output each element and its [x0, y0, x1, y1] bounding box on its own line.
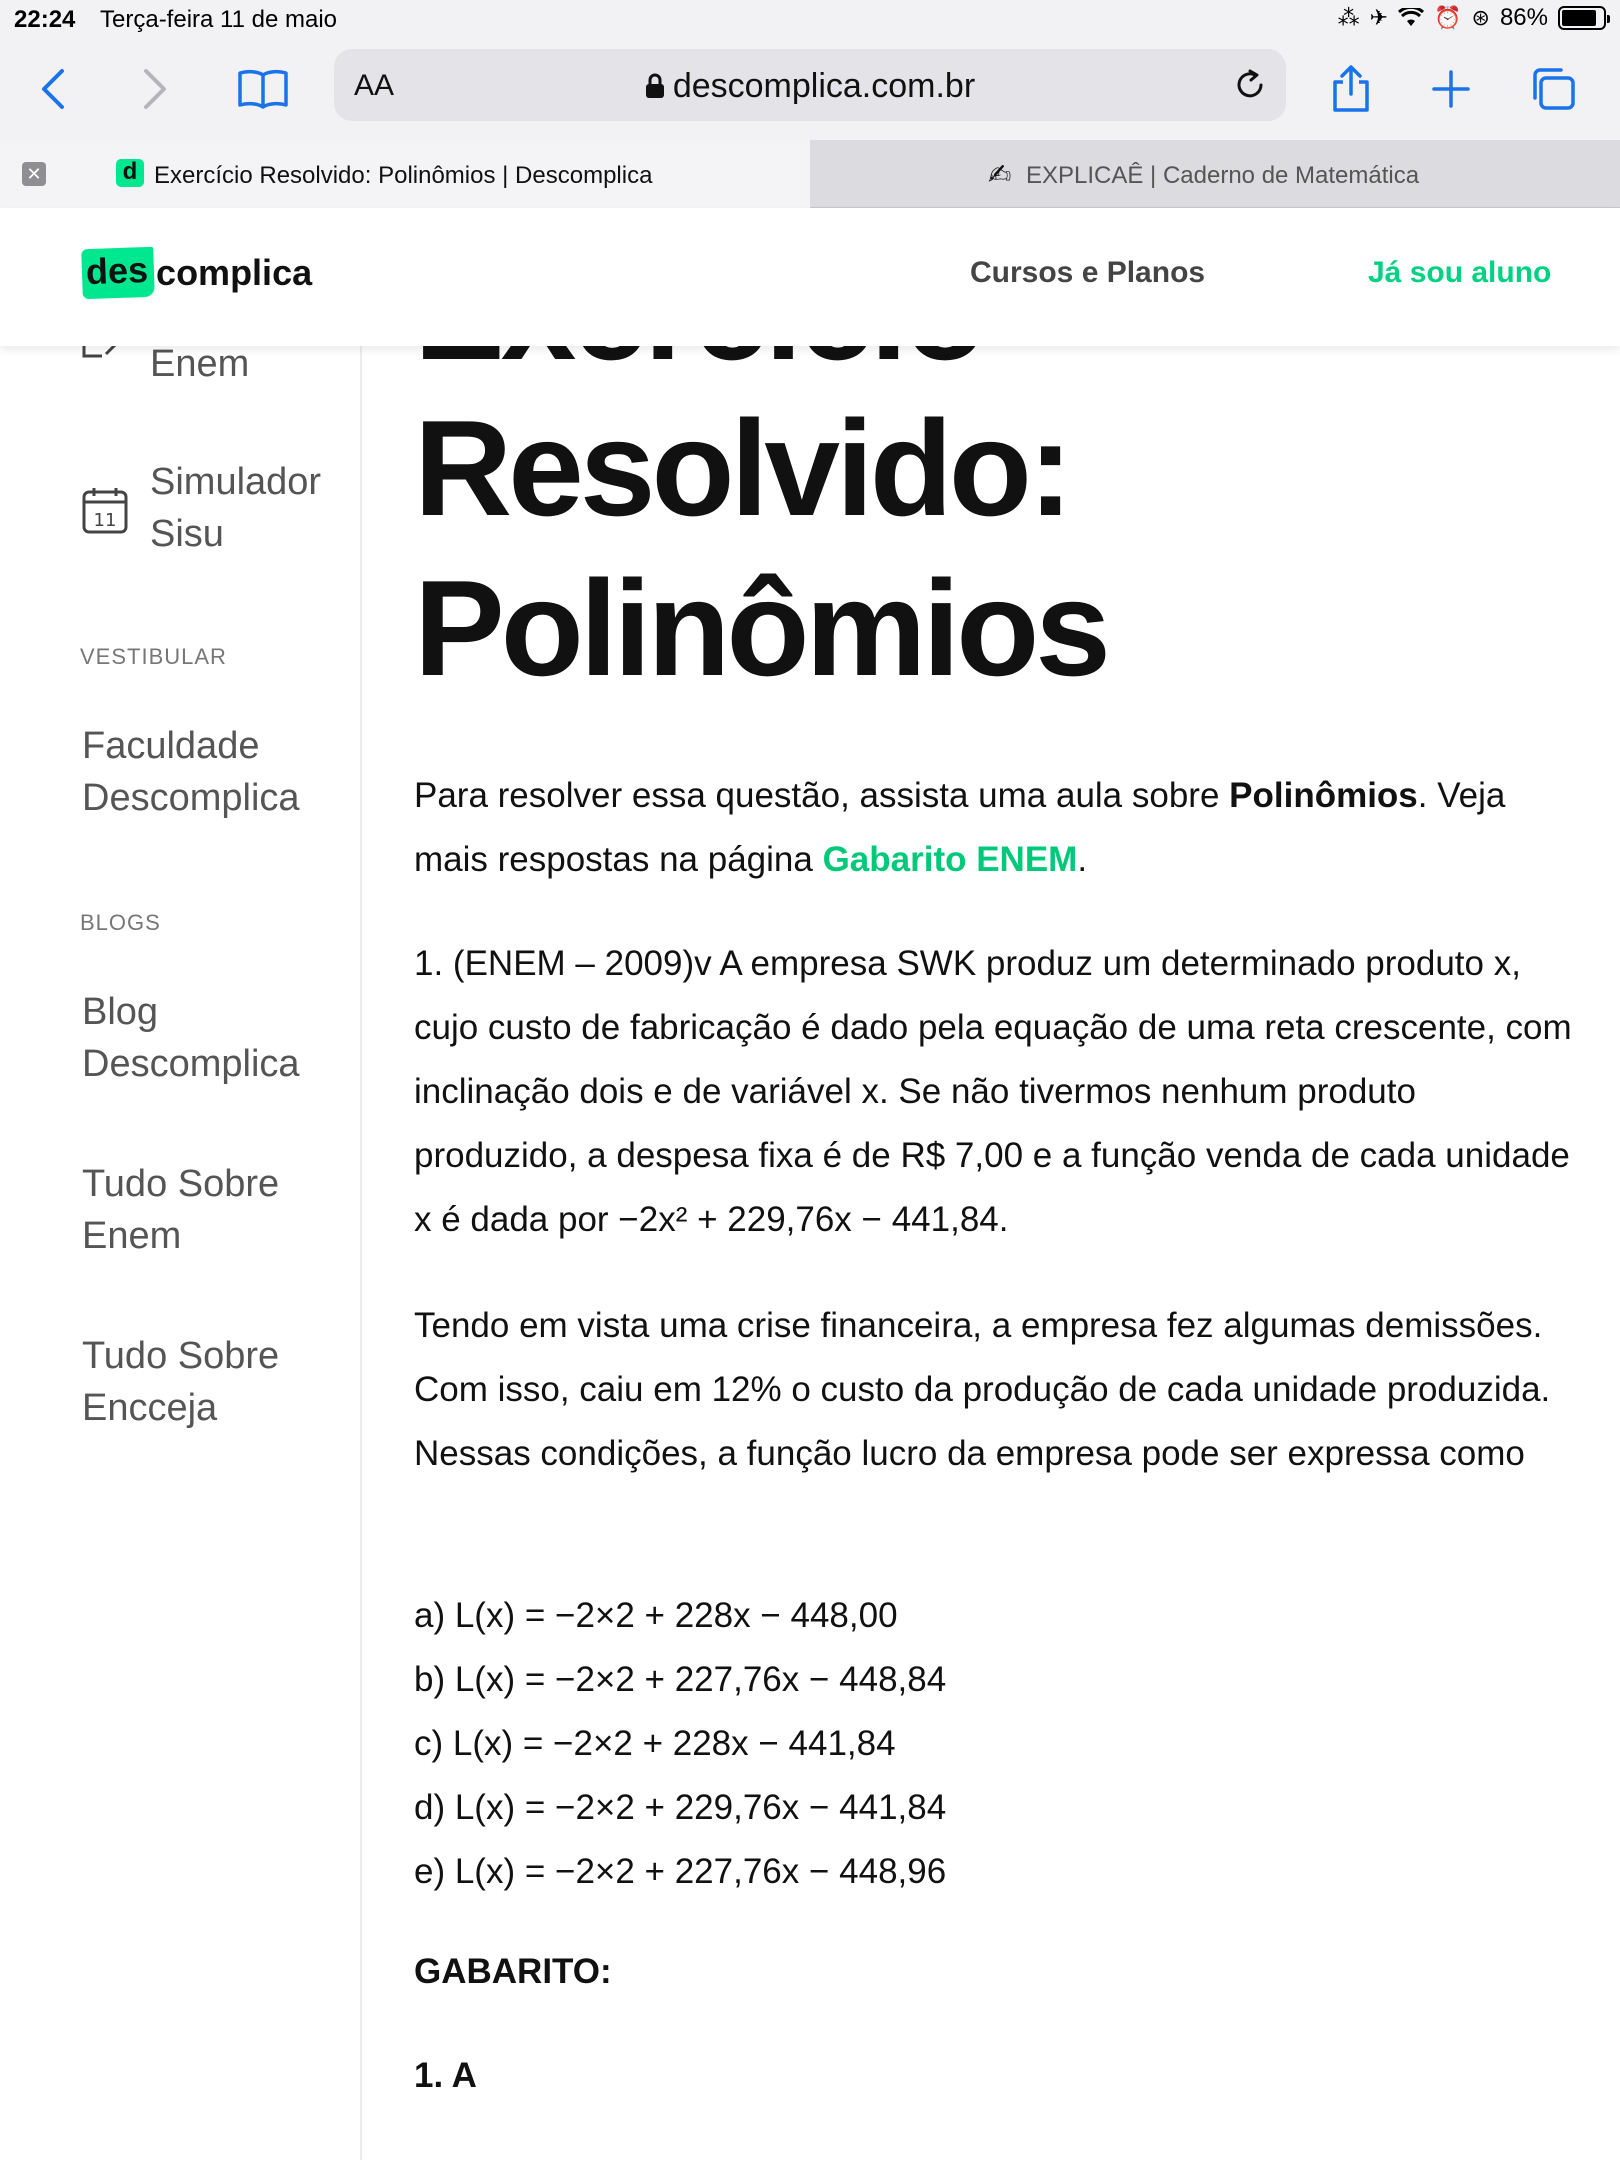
sidebar-item-blog-descomplica[interactable]: [82, 986, 300, 1090]
sidebar-item-label: Blog: [82, 991, 159, 1033]
reload-icon: [1233, 68, 1267, 102]
sidebar-item-label: Descomplica: [82, 1043, 300, 1085]
sidebar-item-label: Tudo Sobre: [82, 1335, 280, 1377]
intro-suffix: .: [1077, 840, 1088, 879]
calendar-day: 11: [93, 510, 117, 531]
tabs-overview-button[interactable]: [1518, 54, 1588, 124]
gabarito-enem-link[interactable]: Gabarito ENEM: [822, 840, 1078, 879]
intro-prefix: Para resolver essa questão, assista uma aula sobre: [414, 776, 1230, 815]
logo-des: des: [81, 247, 155, 299]
plus-icon: [1431, 69, 1471, 109]
tab-explicae[interactable]: [810, 140, 1620, 208]
sidebar-item-label: Simulador: [150, 461, 322, 503]
option-b: b) L(x) = −2×2 + 227,76x − 448,84: [414, 1660, 947, 1699]
context-paragraph: Tendo em vista uma crise financeira, a empresa fez algumas demissões. Com isso, caiu em 12% o custo da produção de cada unidade produzida. Nessas condições, a função lucro da empresa pode ser expressa como: [414, 1306, 1551, 1473]
section-blogs: BLOGS: [80, 910, 161, 935]
status-date: Terça-feira 11 de maio: [100, 6, 337, 33]
address-bar[interactable]: [334, 49, 1286, 121]
sidebar-item-simulador-sisu[interactable]: [150, 456, 321, 560]
explicae-favicon-icon: ✍: [988, 159, 1012, 190]
sidebar-item-label: Sisu: [150, 513, 224, 555]
option-c: c) L(x) = −2×2 + 228x − 441,84: [414, 1724, 896, 1763]
new-tab-button[interactable]: [1416, 54, 1486, 124]
calendar-icon: [82, 486, 128, 534]
option-d: d) L(x) = −2×2 + 229,76x − 441,84: [414, 1788, 947, 1827]
battery-icon: [1558, 6, 1606, 30]
sidebar-item-enem[interactable]: Enem: [150, 346, 250, 385]
intro-topic: Polinômios: [1229, 776, 1418, 815]
sidebar-item-tudo-sobre-encceja[interactable]: [82, 1330, 279, 1434]
url-display: [334, 67, 1286, 106]
descomplica-logo[interactable]: [82, 248, 312, 298]
section-vestibular: VESTIBULAR: [80, 644, 227, 669]
back-button[interactable]: [18, 54, 88, 124]
share-button[interactable]: [1316, 54, 1386, 124]
wifi-icon: [1398, 8, 1424, 28]
rotation-lock-icon: ⊛: [1471, 5, 1490, 30]
logo-complica: complica: [156, 252, 313, 293]
descomplica-favicon-icon: d: [116, 159, 144, 187]
tabs-icon: [1529, 66, 1577, 112]
sidebar-item-label: Faculdade: [82, 725, 260, 767]
battery-percent: 86%: [1499, 4, 1548, 31]
edit-icon: [82, 346, 122, 362]
text-size-button[interactable]: AA: [354, 69, 395, 102]
share-icon: [1329, 64, 1373, 114]
tab-bar: [0, 140, 1620, 208]
airplane-icon: ✈: [1369, 5, 1389, 30]
nav-ja-sou-aluno-link[interactable]: Já sou aluno: [1368, 256, 1552, 289]
option-e: e) L(x) = −2×2 + 227,76x − 448,96: [414, 1852, 947, 1891]
option-a: a) L(x) = −2×2 + 228x − 448,00: [414, 1596, 898, 1635]
book-icon: [237, 69, 289, 109]
status-indicators: [1338, 4, 1606, 32]
activity-icon: ⁂: [1337, 5, 1360, 30]
sidebar-item-label: Encceja: [82, 1387, 218, 1429]
browser-toolbar: [0, 40, 1620, 140]
chevron-left-icon: [38, 67, 68, 111]
sidebar-item-label: Enem: [82, 1215, 182, 1257]
tab-title: EXPLICAÊ | Caderno de Matemática: [1026, 162, 1420, 189]
options-list: [414, 1584, 946, 1904]
intro-middle: . Veja mais respostas na página: [414, 776, 1506, 879]
lock-icon: [645, 73, 665, 99]
nav-cursos-planos-link[interactable]: Cursos e Planos: [970, 256, 1206, 289]
site-header: [0, 208, 1620, 346]
status-bar: [0, 0, 1620, 40]
forward-button[interactable]: [120, 54, 190, 124]
status-time: 22:24: [14, 6, 76, 33]
sidebar: [0, 346, 362, 2160]
sidebar-item-faculdade-descomplica[interactable]: [82, 720, 300, 824]
question-paragraph: 1. (ENEM – 2009)v A empresa SWK produz um determinado produto x, cujo custo de fabricação é dado pela equação de uma reta crescente, com inclinação dois e de variável x. Se não tivermos nenhum produto produzido, a despesa fixa é de R$ 7,00 e a função venda de cada unidade x é dada por −2x² + 229,76x − 441,84.: [414, 944, 1572, 1239]
sidebar-item-tudo-sobre-enem[interactable]: [82, 1158, 279, 1262]
sidebar-item-label: Tudo Sobre: [82, 1163, 280, 1205]
url-text: descomplica.com.br: [672, 67, 976, 105]
page-title-line-2: Polinômios: [414, 552, 1107, 704]
sidebar-item-label: Descomplica: [82, 777, 300, 819]
bookmarks-button[interactable]: [228, 54, 298, 124]
intro-paragraph: [414, 764, 1574, 892]
alarm-icon: ⏰: [1434, 5, 1462, 30]
answer-heading: GABARITO:: [414, 1952, 612, 1991]
page-title-line-1: Resolvido:: [414, 392, 1070, 544]
tab-title: Exercício Resolvido: Polinômios | Descomplica: [154, 162, 653, 189]
answer-value: 1. A: [414, 2056, 477, 2095]
chevron-right-icon: [140, 67, 170, 111]
reload-button[interactable]: [1228, 63, 1272, 107]
tab-descomplica[interactable]: [0, 140, 810, 208]
close-tab-icon[interactable]: ✕: [22, 162, 46, 186]
